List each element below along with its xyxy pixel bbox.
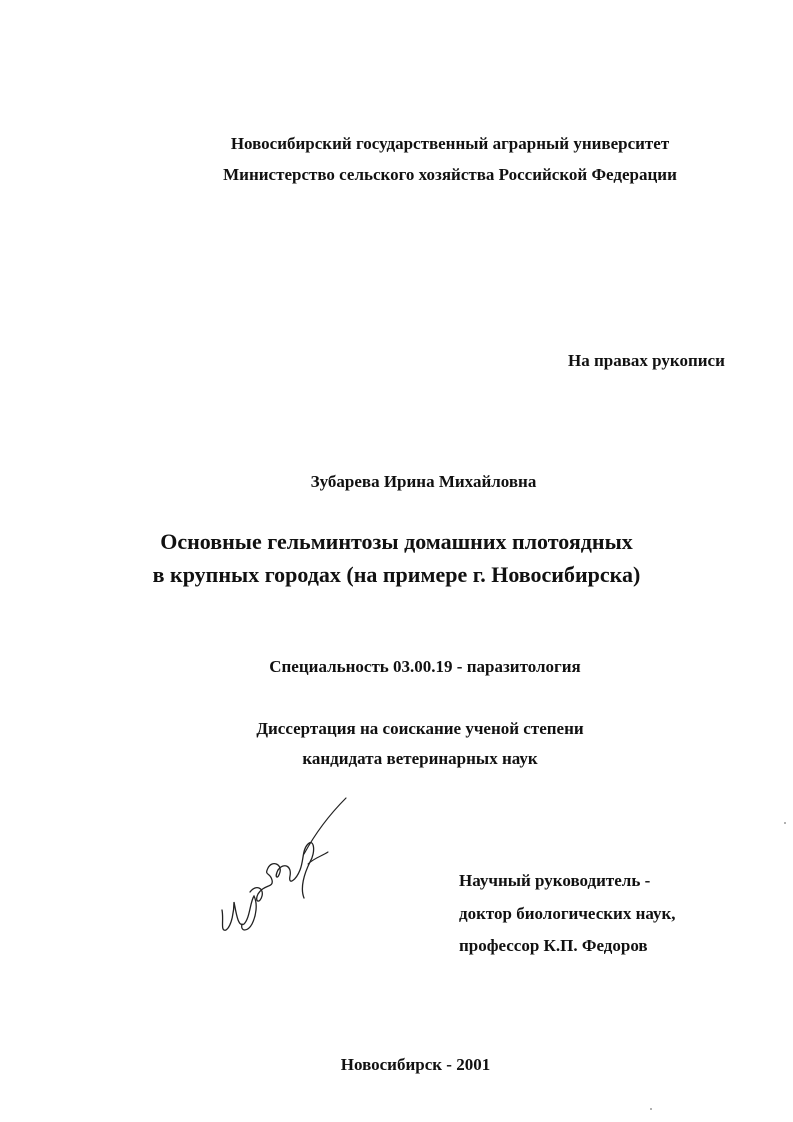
dissertation-title-line-2: в крупных городах (на примере г. Новосибирска)	[152, 562, 641, 587]
supervisor-line-1: Научный руководитель -	[459, 871, 651, 890]
specialty: Специальность 03.00.19 - паразитология	[269, 657, 581, 676]
author-name: Зубарева Ирина Михайловна	[310, 472, 537, 491]
scan-speck	[650, 1108, 652, 1110]
degree-line-1: Диссертация на соискание ученой степени	[256, 719, 584, 738]
supervisor-line-2: доктор биологических наук,	[459, 904, 676, 923]
city-year: Новосибирск - 2001	[340, 1055, 491, 1074]
supervisor-line-3: профессор К.П. Федоров	[459, 936, 648, 955]
university-name: Новосибирский государственный аграрный университет	[230, 134, 670, 153]
degree-line-2: кандидата ветеринарных наук	[302, 749, 538, 768]
dissertation-title-line-1: Основные гельминтозы домашних плотоядных	[160, 529, 633, 554]
handwritten-signature	[212, 792, 357, 942]
manuscript-rights-note: На правах рукописи	[568, 351, 725, 370]
ministry-name: Министерство сельского хозяйства Российской Федерации	[223, 165, 677, 184]
scan-speck	[784, 822, 786, 824]
